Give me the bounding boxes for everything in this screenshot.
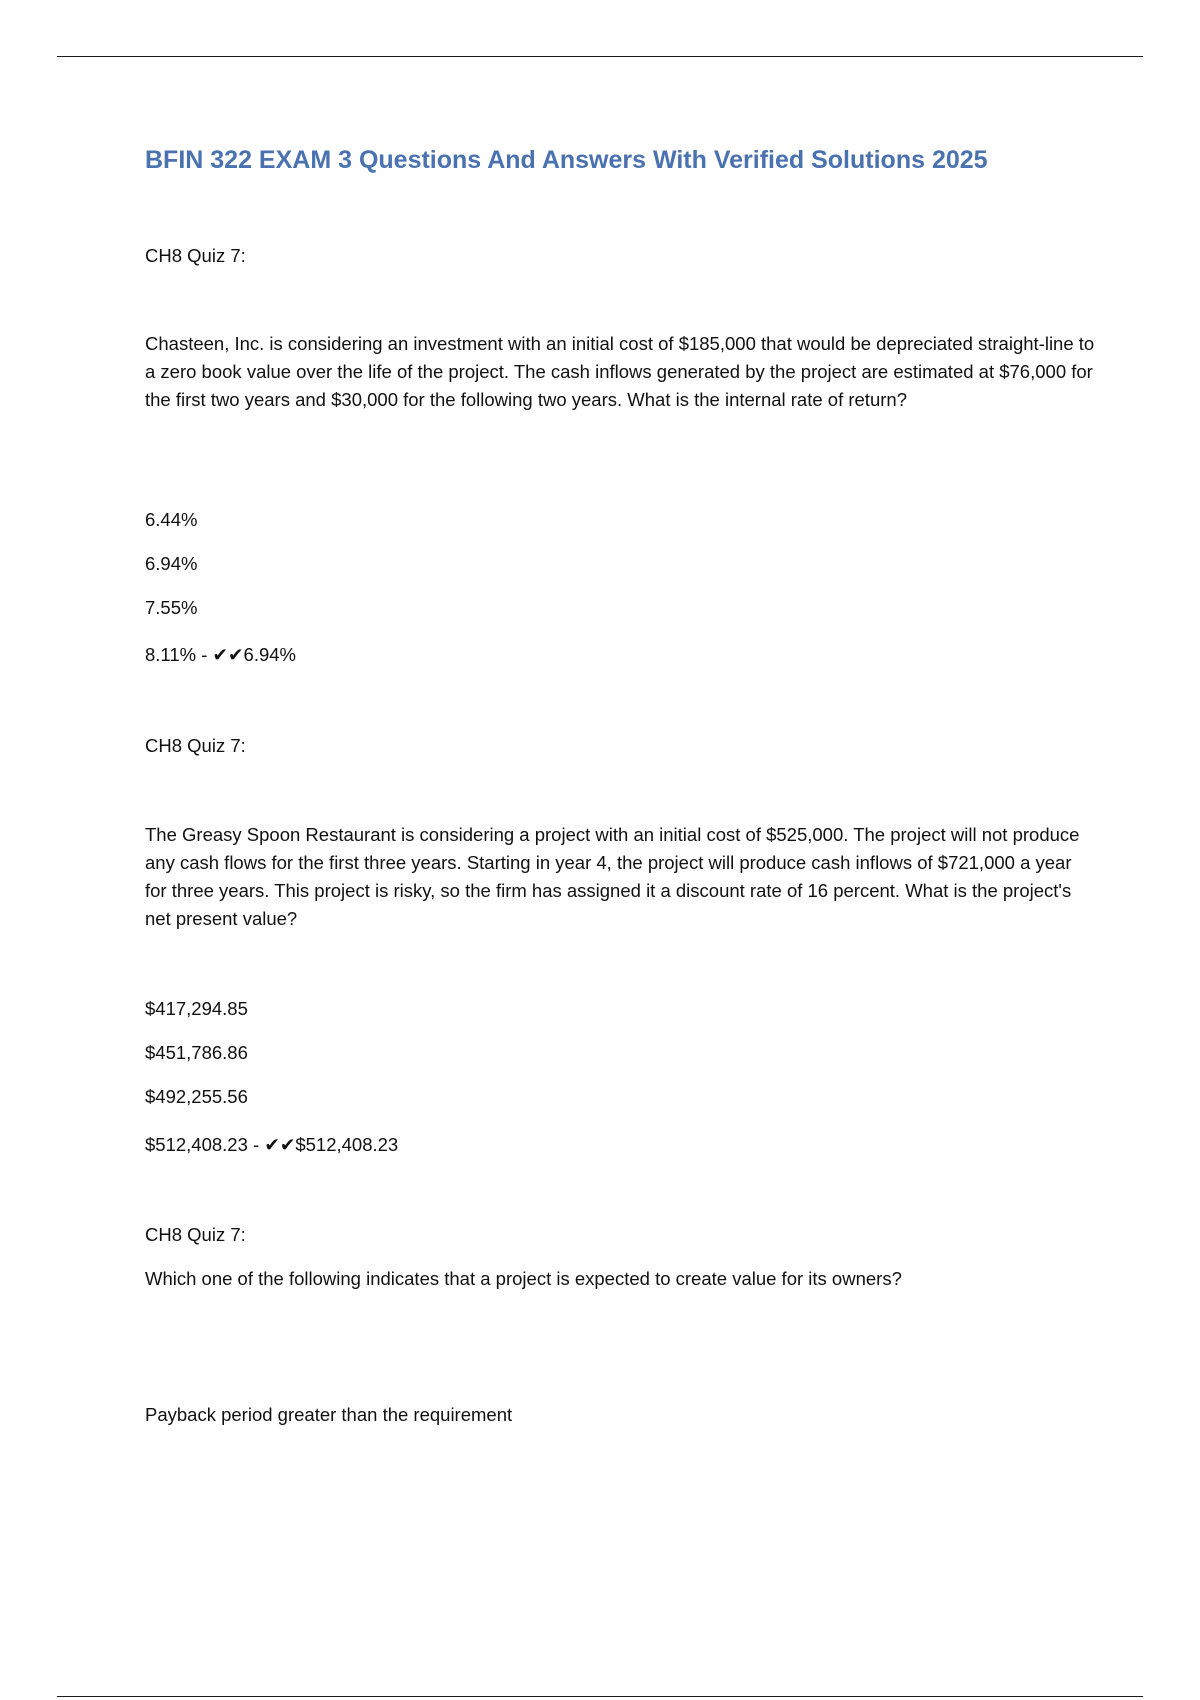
document-title: BFIN 322 EXAM 3 Questions And Answers With Verified Solutions 2025 (145, 146, 988, 174)
question-3-option-1: Payback period greater than the requirement (145, 1404, 513, 1425)
question-3-section: CH8 Quiz 7: (145, 1224, 246, 1245)
question-1-option-4-answer: 8.11% - ✔✔6.94% (145, 644, 296, 665)
question-2-prompt: The Greasy Spoon Restaurant is considering a project with an initial cost of $525,000. The project will not produce any cash flows for the first three years. Starting in year 4, the project will produce cash inflows of $721,000 a year for three years. This project is risky, so the firm has assigned it a discount rate of 16 percent. What is the project's net present value? (145, 824, 1080, 929)
question-1-option-3: 7.55% (145, 597, 198, 618)
question-1-option-1: 6.44% (145, 509, 198, 530)
question-1-option-2: 6.94% (145, 553, 198, 574)
question-1-section: CH8 Quiz 7: (145, 245, 246, 266)
footer-rule (57, 1696, 1143, 1697)
question-2-option-1: $417,294.85 (145, 998, 248, 1019)
question-3-prompt: Which one of the following indicates that a project is expected to create value for its owners? (145, 1268, 902, 1289)
header-rule (57, 56, 1143, 57)
question-2-option-2: $451,786.86 (145, 1042, 248, 1063)
question-2-option-3: $492,255.56 (145, 1086, 248, 1107)
question-1-prompt: Chasteen, Inc. is considering an investment with an initial cost of $185,000 that would be depreciated straight-line to a zero book value over the life of the project. The cash inflows generated by the project are estimated at $76,000 for the first two years and $30,000 for the following two years. What is the internal rate of return? (145, 333, 1095, 410)
question-2-option-4-answer: $512,408.23 - ✔✔$512,408.23 (145, 1134, 399, 1155)
question-2-section: CH8 Quiz 7: (145, 735, 246, 756)
